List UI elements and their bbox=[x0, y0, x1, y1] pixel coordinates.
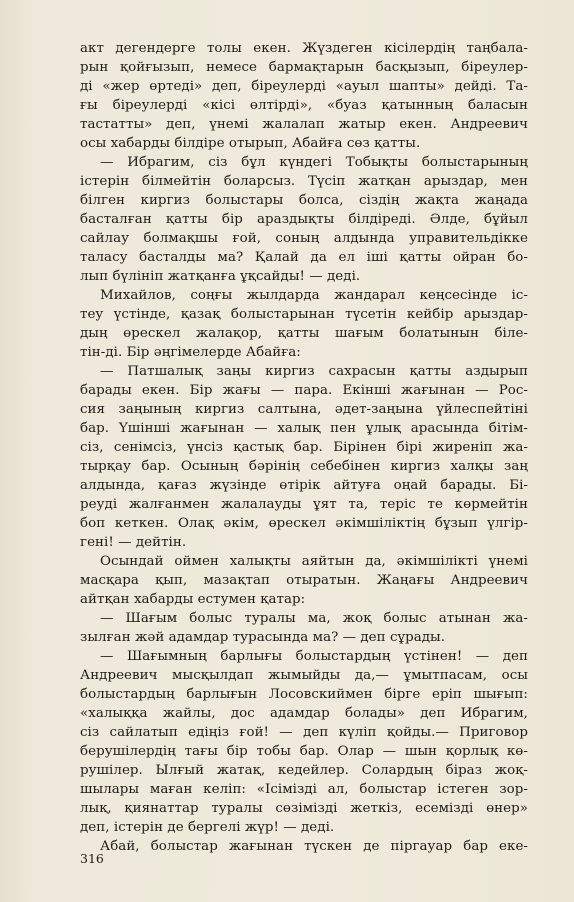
text-line: білген киргиз болыстары болса, сіздің жақта жаңада bbox=[80, 193, 528, 208]
text-line: басталған қатты бір араздықты білдіреді. Әлде, бұйыл bbox=[80, 212, 528, 227]
text-line: боп кеткен. Олақ әкім, өрескел әкімшіліктің бұзып үлгір- bbox=[80, 516, 528, 531]
text-line: Андреевич мысқылдап жымыйды да,— ұмытпасам, осы bbox=[80, 668, 528, 683]
text-line: бар. Үшінші жағынан — халық пен ұлық арасында бітім- bbox=[80, 421, 528, 436]
text-line: ғы біреулерді «кісі өлтірді», «буаз қатынның баласын bbox=[80, 98, 528, 113]
page-number: 316 bbox=[80, 851, 104, 866]
text-line: «халыққа жайлы, дос адамдар болады» деп Ибрагим, bbox=[80, 706, 528, 721]
text-line: — Шағымның барлығы болыстардың үстінен! — деп bbox=[100, 649, 528, 664]
text-line: сия заңының киргиз салтына, әдет-заңына үйлеспейтіні bbox=[80, 402, 528, 417]
text-line: теу үстінде, қазақ болыстарынан түсетін кейбір арыздар- bbox=[80, 307, 528, 322]
text-line: істерін білмейтін боларсыз. Түсіп жатқан арыздар, мен bbox=[80, 174, 528, 189]
text-line: берушілердің тағы бір тобы бар. Олар — шын қорлық кө- bbox=[80, 744, 528, 759]
text-line: осы хабарды білдіре отырып, Абайға сөз қатты. bbox=[80, 136, 421, 151]
text-line: рушілер. Ылғый жатақ, кедейлер. Солардың біраз жоқ- bbox=[80, 763, 528, 778]
text-line: болыстардың барлығын Лосовскиймен бірге еріп шығып: bbox=[80, 687, 528, 702]
text-line: лып бүлініп жатқанға ұқсайды! — деді. bbox=[80, 269, 361, 284]
text-line: тастатты» деп, үнемі жалалап жатыр екен. Андреевич bbox=[80, 117, 528, 132]
text-line: зылған жәй адамдар турасында ма? — деп сұрады. bbox=[80, 630, 446, 645]
text-line: айтқан хабарды естумен қатар: bbox=[80, 592, 306, 607]
text-line: — Ибрагим, сіз бұл күндегі Тобықты болыстарының bbox=[100, 155, 528, 170]
text-line: тін-ді. Бір әңгімелерде Абайға: bbox=[80, 345, 301, 360]
text-line: лық, қиянаттар туралы сөзімізді жеткіз, есемізді өнер» bbox=[80, 801, 528, 816]
text-line: ді «жер өртеді» деп, біреулерді «ауыл шапты» дейді. Та- bbox=[80, 79, 528, 94]
text-line: барады екен. Бір жағы — пара. Екінші жағынан — Рос- bbox=[80, 383, 528, 398]
text-line: Абай, болыстар жағынан түскен де піргауар бар еке- bbox=[100, 839, 528, 854]
body-text bbox=[80, 39, 528, 856]
text-line: сіз сайлатып едіңіз ғой! — деп күліп қойды.— Приговор bbox=[80, 725, 528, 740]
text-line: Михайлов, соңғы жылдарда жандарал кеңсесінде іс- bbox=[100, 288, 528, 303]
text-line: акт дегендерге толы екен. Жүздеген кісілердің таңбала- bbox=[80, 41, 528, 56]
text-line: гені! — дейтін. bbox=[80, 535, 187, 550]
text-line: Осындай оймен халықты аяйтын да, әкімшілікті үнемі bbox=[100, 554, 528, 569]
text-line: алдында, қағаз жүзінде өтірік айтуға оңай барады. Бі- bbox=[80, 478, 528, 493]
text-line: шылары маған келіп: «Ісімізді ал, болыстар істеген зор- bbox=[80, 782, 528, 797]
text-line: тырқау бар. Осының бәрінің себебінен киргиз халқы заң bbox=[80, 459, 528, 474]
text-line: сайлау болмақшы ғой, соның алдында управительдікке bbox=[80, 231, 528, 246]
text-line: дың өрескел жалақор, қатты шағым болатынын біле- bbox=[80, 326, 528, 341]
text-line: сіз, сенімсіз, үнсіз қастық бар. Бірінен бірі жиреніп жа- bbox=[80, 440, 528, 455]
text-line: масқара қып, мазақтап отыратын. Жаңағы Андреевич bbox=[80, 573, 528, 588]
text-line: реуді жалғанмен жалалауды ұят та, теріс те көрмейтін bbox=[80, 497, 528, 512]
text-line: рын қойғызып, немесе бармақтарын басқызып, біреулер- bbox=[80, 60, 528, 75]
text-line: таласу басталды ма? Қалай да ел іші қатты ойран бо- bbox=[80, 250, 528, 265]
text-line: деп, істерін де бергелі жүр! — деді. bbox=[80, 820, 335, 835]
text-line: — Патшалық заңы киргиз сахрасын қатты аздырып bbox=[100, 364, 528, 379]
text-line: — Шағым болыс туралы ма, жоқ болыс атынан жа- bbox=[100, 611, 528, 626]
